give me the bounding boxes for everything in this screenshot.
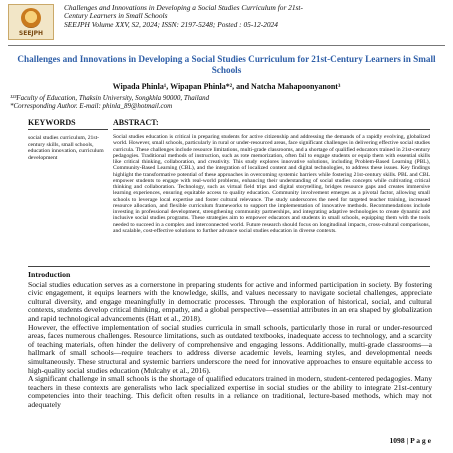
logo-text: SEEJPH [18, 30, 44, 37]
keywords-section [28, 118, 108, 161]
introduction-section [28, 271, 432, 410]
journal-logo [8, 4, 54, 40]
page-number: 1098 | P a g e [389, 436, 431, 445]
journal-header [8, 4, 445, 44]
intro-paragraph-2: However, the effective implementation of social studies curricula in small schools, particularly those in rural or under-resourced areas, faces numerous challenges. Resource limitations, such as outdated textbooks, inadequate access to technology, and a scarcity of teaching materials, often hinder the delivery of comprehensive and engaging lessons. Additionally, multi-grade classrooms—a hallmark of small schools—require teachers to address diverse academic levels, learning styles, and developmental needs simultaneously. These structural and systemic barriers underscore the need for innovative approaches to ensure equitable access to high-quality social studies education (Mulcahy et al., 2016). [28, 322, 432, 375]
keywords-heading: KEYWORDS [28, 118, 108, 130]
abstract-text: Social studies education is critical in preparing students for active citizenship and addressing the demands of a rapidly evolving, globalized world. However, small schools, particularly in rural or under-resourced areas, face significant challenges in delivering effective social studies curricula. These challenges include resource limitations, multi-grade classrooms, and a shortage of qualified educators trained in 21st-century pedagogies. Traditional methods of instruction, such as rote memorization, often fail to engage students or equip them with essential skills like critical thinking, collaboration, and creativity. This study explores innovative solutions, including Problem-Based Learning (PBL), Community-Based Learning (CBL), and the integration of localized content and digital technologies, to address these issues. Key findings highlight the transformative potential of these approaches in overcoming systemic barriers while fostering 21st-century skills. PBL and CBL empower students to engage with real-world problems, enhancing their understanding of social studies concepts while cultivating critical thinking and collaboration. Technology, such as virtual field trips and digital storytelling, bridges resource gaps and creates immersive learning experiences, ensuring equitable access to quality education. Community involvement emerges as a pivotal factor, allowing small schools to leverage local expertise and foster cultural relevance. The study underscores the need for targeted teacher training, increased resource allocation, and flexible curriculum frameworks to support the implementation of innovative methods. Recommendations include investing in professional development, strengthening community partnerships, and integrating adaptive technologies to create dynamic and inclusive social studies programs. These strategies aim to empower educators and students in small schools, equipping them with the tools needed to succeed in a complex and interconnected world. Future research should focus on longitudinal impacts, cross-cultural comparisons, and scalable, cost-effective solutions to further advance social studies education in diverse contexts. [113, 134, 430, 234]
journal-line-1: Challenges and Innovations in Developing a Social Studies Curriculum for 21st- [64, 3, 303, 12]
abstract-heading: ABSTRACT: [113, 118, 430, 130]
journal-line-3: SEEJPH Volume XXV, S2, 2024; ISSN: 2197-5248; Posted : 05-12-2024 [64, 19, 278, 29]
journal-line-2: Century Learners in Small Schools [64, 11, 168, 21]
paper-title: Challenges and Innovations in Developing a Social Studies Curriculum for 21st-Century Learners in Small Schools [17, 54, 436, 75]
affiliation-line: ¹²³Faculty of Education, Thaksin University, Songkhla 90000, Thailand [10, 94, 210, 102]
header-rule [8, 45, 445, 46]
abstract-rule [28, 266, 430, 267]
intro-paragraph-1: Social studies education serves as a cornerstone in preparing students for active and informed participation in society. By fostering civic engagement, it equips learners with the knowledge, skills, and values necessary to navigate societal challenges, appreciate cultural diversity, and engage meaningfully in democratic processes. Through the exploration of historical, social, and cultural contexts, students develop critical thinking, empathy, and a global perspective—essential attributes in an era shaped by globalization and rapid technological advancements (Hatt et al., 2018). [28, 279, 432, 323]
introduction-heading: Introduction [28, 270, 71, 279]
corresponding-author: *Corresponding Author. E-mail: phinla_89@hotmail.com [10, 102, 173, 110]
emblem-icon [21, 8, 41, 28]
journal-info [64, 4, 444, 29]
abstract-section [113, 118, 430, 234]
author-list: Wipada Phinla¹, Wipapan Phinla*², and Natcha Mahapoonyanont³ [112, 82, 341, 91]
affiliations [10, 94, 443, 110]
intro-paragraph-3: A significant challenge in small schools is the shortage of qualified educators trained in modern, student-centered pedagogies. Many teachers in these contexts are generalists who lack specialized expertise in social studies or the ability to integrate 21st-century competencies into their teaching. This deficit often results in a reliance on traditional, lecture-based methods, which may not adequately [28, 374, 432, 409]
keywords-text: social studies curriculum, 21st-century skills, small schools, education innovation, curriculum development [28, 135, 104, 161]
